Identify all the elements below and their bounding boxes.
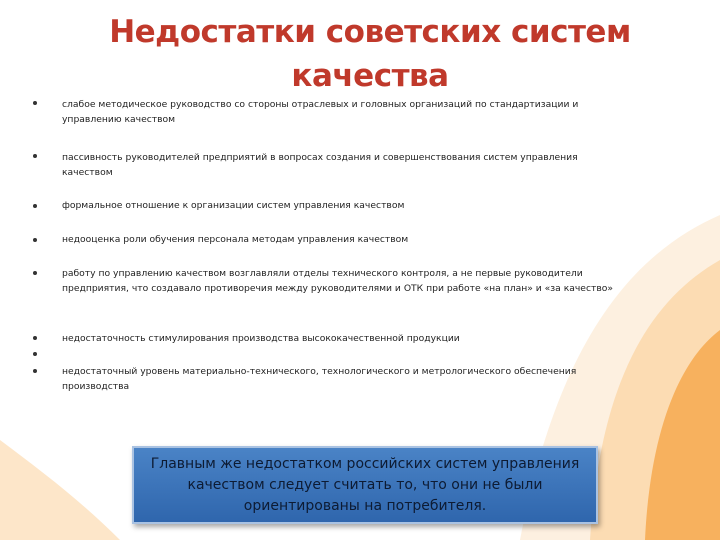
bullet-text: слабое методическое руководство со стороны отраслевых и головных организаций по стандартизации и управлению качеством [62,99,579,125]
bullet-marker [33,204,37,208]
bullet-text: недостаточность стимулирования производства высококачественной продукции [62,333,460,344]
bullet-marker [33,101,37,105]
bullet-text: недостаточный уровень материально-технического, технологического и метрологического обеспечения производства [62,366,577,392]
bullet-text: формальное отношение к организации систем управления качеством [62,200,405,211]
bullet-marker [33,336,37,340]
bullet-marker [33,369,37,373]
bullet-marker [33,154,37,158]
bullet-text: работу по управлению качеством возглавляли отделы технического контроля, а не первые руководители предприятия, что создавало противоречия между руководителями и ОТК при работе «на план» и «за качество» [62,268,614,294]
bullet-text: недооценка роли обучения персонала методам управления качеством [62,234,409,245]
bullet-marker [33,352,37,356]
bullet-marker [33,238,37,242]
conclusion-callout-box: Главным же недостатком российских систем управления качеством следует считать то, что они не были ориентированы на потребителя. [132,446,598,524]
bullet-text: пассивность руководителей предприятий в вопросах создания и совершенствования систем управления качеством [62,152,578,178]
slide-title: Недостатки советских систем качества [109,14,631,94]
bullet-marker [33,271,37,275]
